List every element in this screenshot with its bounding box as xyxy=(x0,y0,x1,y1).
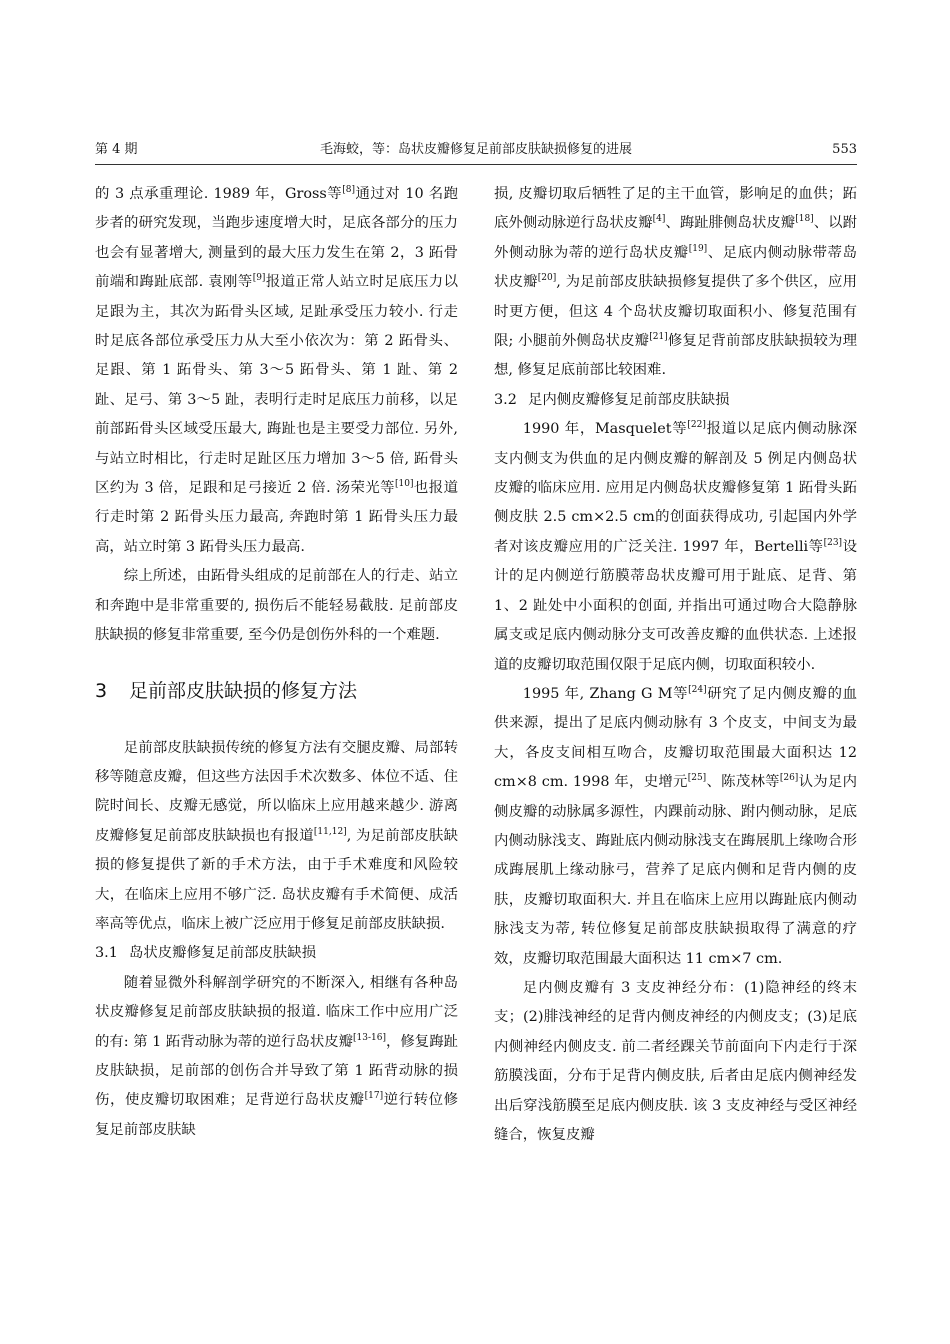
subsection-heading xyxy=(95,939,458,968)
text-run: 足前部皮肤缺损传统的修复方法有交腿皮瓣、局部转移等随意皮瓣，但这些方法因手术次数多、体位不适、住院时间长、皮瓣无感觉，所以临床上应用越来越少. 游离皮瓣修复足前部皮肤缺损也有报道 xyxy=(95,739,458,844)
text-run: 1990 年，Masquelet等 xyxy=(522,421,688,438)
citation: [9] xyxy=(252,273,266,284)
text-run: 、踇趾腓侧岛状皮瓣 xyxy=(665,215,796,232)
paragraph xyxy=(95,734,458,940)
text-run: 的 3 点承重理论. 1989 年，Gross等 xyxy=(95,186,343,202)
paragraph xyxy=(95,180,458,562)
citation: [25] xyxy=(687,773,707,784)
issue-number: 第 4 期 xyxy=(95,142,138,157)
citation: [13-16] xyxy=(353,1032,387,1043)
right-column xyxy=(494,180,857,1150)
subsection-title: 足内侧皮瓣修复足前部皮肤缺损 xyxy=(528,391,730,408)
citation: [21] xyxy=(649,332,668,343)
citation: [4] xyxy=(652,214,666,225)
citation: [8] xyxy=(342,185,355,195)
citation: [22] xyxy=(687,420,706,431)
text-run: 研究了足内侧皮瓣的血供来源，提出了足底内侧动脉有 3 个皮支，中间支为最大，各皮支间相互吻合，皮瓣切取范围最大面积达 12 cm×8 cm. 1998 年，史增元 xyxy=(494,685,857,791)
section-number: 3 xyxy=(95,679,108,702)
text-run: 1995 年, Zhang G M等 xyxy=(522,685,689,702)
header-rule xyxy=(95,164,857,165)
text-run: 随着显微外科解剖学研究的不断深入, 相继有各种岛状皮瓣修复足前部皮肤缺损的报道. 临床工作中应用广泛的有: 第 1 跖背动脉为蒂的逆行岛状皮瓣 xyxy=(95,974,458,1050)
citation: [10] xyxy=(395,479,414,490)
paragraph xyxy=(494,180,857,386)
citation: [11,12] xyxy=(313,826,347,837)
subsection-heading xyxy=(494,386,857,415)
section-heading xyxy=(95,677,458,706)
citation: [19] xyxy=(688,243,708,254)
text-run: 设计的足内侧逆行筋膜蒂岛状皮瓣可用于趾底、足背、第 1、2 趾处中小面积的创面, 并指出可通过吻合大隐静脉属支或足底内侧动脉分支可改善皮瓣的血供状态. 上述报道的皮瓣切取范围仅限于足底内侧，切取面积较小. xyxy=(494,538,857,673)
subsection-number: 3.2 xyxy=(494,391,517,408)
section-title: 足前部皮肤缺损的修复方法 xyxy=(129,679,358,702)
text-run: 报道正常人站立时足底压力以足跟为主，其次为跖骨头区域, 足趾承受压力较小. 行走时足底各部位承受压力从大至小依次为：第 2 跖骨头、足跟、第 1 跖骨头、第 3～5 跖骨头、第 1 趾、第 2 趾、足弓、第 3～5 趾，表明行走时足底压力前移，以足前部跖骨头区域受压最大, 踇趾也是主要受力部位. 另外, 与站立时相比，行走时足趾区压力增加 3～5 倍, 跖骨头区约为 3 倍，足跟和足弓接近 2 倍. 汤荣光等 xyxy=(95,274,458,497)
left-column xyxy=(95,180,458,1145)
citation: [26] xyxy=(779,773,799,784)
subsection-title: 岛状皮瓣修复足前部皮肤缺损 xyxy=(129,945,317,962)
citation: [18] xyxy=(795,214,814,225)
text-run: 、陈茂林等 xyxy=(706,774,780,791)
running-title: 毛海蛟，等：岛状皮瓣修复足前部皮肤缺损修复的进展 xyxy=(319,142,632,157)
page-number: 553 xyxy=(832,142,857,157)
paragraph xyxy=(494,680,857,974)
text-run: , 为足前部皮肤缺损的修复提供了新的手术方法，由于手术难度和风险较大，在临床上应用不够广泛. 岛状皮瓣有手术简便、成活率高等优点，临床上被广泛应用于修复足前部皮肤缺损. xyxy=(95,827,458,932)
citation: [23] xyxy=(823,537,843,548)
text-run: 通过对 10 名跑步者的研究发现，当跑步速度增大时，足底各部分的压力也会有显著增大, 测量到的最大压力发生在第 2，3 跖骨前端和踇趾底部. 袁刚等 xyxy=(95,186,458,291)
paragraph: 足内侧皮瓣有 3 支皮神经分布：(1)隐神经的终末支；(2)腓浅神经的足背内侧皮神经的内侧皮支；(3)足底内侧神经内侧皮支. 前二者经踝关节前面向下内走行于深筋膜浅面，分布于足背内侧皮肤, 后者由足底内侧神经发出后穿浅筋膜至足底内侧皮肤. 该 3 支皮神经与受区神经缝合，恢复皮瓣 xyxy=(494,979,857,1143)
text-run: 报道以足底内侧动脉深支内侧支为供血的足内侧皮瓣的解剖及 5 例足内侧岛状皮瓣的临床应用. 应用足内侧岛状皮瓣修复第 1 跖骨头跖侧皮肤 2.5 cm×2.5 cm的创面获得成功, 引起国内外学者对该皮瓣应用的广泛关注. 1997 年，Bertelli等 xyxy=(494,421,857,555)
subsection-number: 3.1 xyxy=(95,945,118,962)
citation: [17] xyxy=(364,1091,384,1102)
citation: [20] xyxy=(537,273,557,284)
citation: [24] xyxy=(688,684,707,695)
text-run: 、以跗外侧动脉为蒂的逆行岛状皮瓣 xyxy=(494,215,857,261)
text-run: 也报道行走时第 2 跖骨头压力最高, 奔跑时第 1 跖骨头压力最高，站立时第 3 跖骨头压力最高. xyxy=(95,480,458,555)
paragraph xyxy=(95,969,458,1145)
paragraph: 综上所述，由跖骨头组成的足前部在人的行走、站立和奔跑中是非常重要的, 损伤后不能轻易截肢. 足前部皮肤缺损的修复非常重要, 至今仍是创伤外科的一个难题. xyxy=(95,568,458,644)
paragraph xyxy=(494,415,857,680)
running-header xyxy=(95,140,857,164)
text-run: 认为足内侧皮瓣的动脉属多源性，内踝前动脉、跗内侧动脉，足底内侧动脉浅支、踇趾底内侧动脉浅支在踇展肌上缘吻合形成踇展肌上缘动脉弓，营养了足底内侧和足背内侧的皮肤，皮瓣切取面积大. 并且在临床上应用以踇趾底内侧动脉浅支为蒂, 转位修复足前部皮肤缺损取得了满意的疗效，皮瓣切取范围最大面积达 11 cm×7 cm. xyxy=(494,774,857,967)
text-run: 逆行转位修复足前部皮肤缺 xyxy=(95,1092,458,1138)
text-run: 、足底内侧动脉带蒂岛状皮瓣 xyxy=(494,244,857,291)
text-run: , 为足前部皮肤缺损修复提供了多个供区，应用时更方便，但这 4 个岛状皮瓣切取面积小、修复范围有限; 小腿前外侧岛状皮瓣 xyxy=(494,274,857,350)
text-run: 修复足背前部皮肤缺损较为理想, 修复足底前部比较困难. xyxy=(494,333,857,379)
text-run: 损, 皮瓣切取后牺牲了足的主干血管，影响足的血供；跖底外侧动脉逆行岛状皮瓣 xyxy=(494,186,857,232)
text-run: ，修复踇趾皮肤缺损，足前部的创伤合并导致了第 1 跖背动脉的损伤，使皮瓣切取困难；足背逆行岛状皮瓣 xyxy=(95,1033,458,1109)
